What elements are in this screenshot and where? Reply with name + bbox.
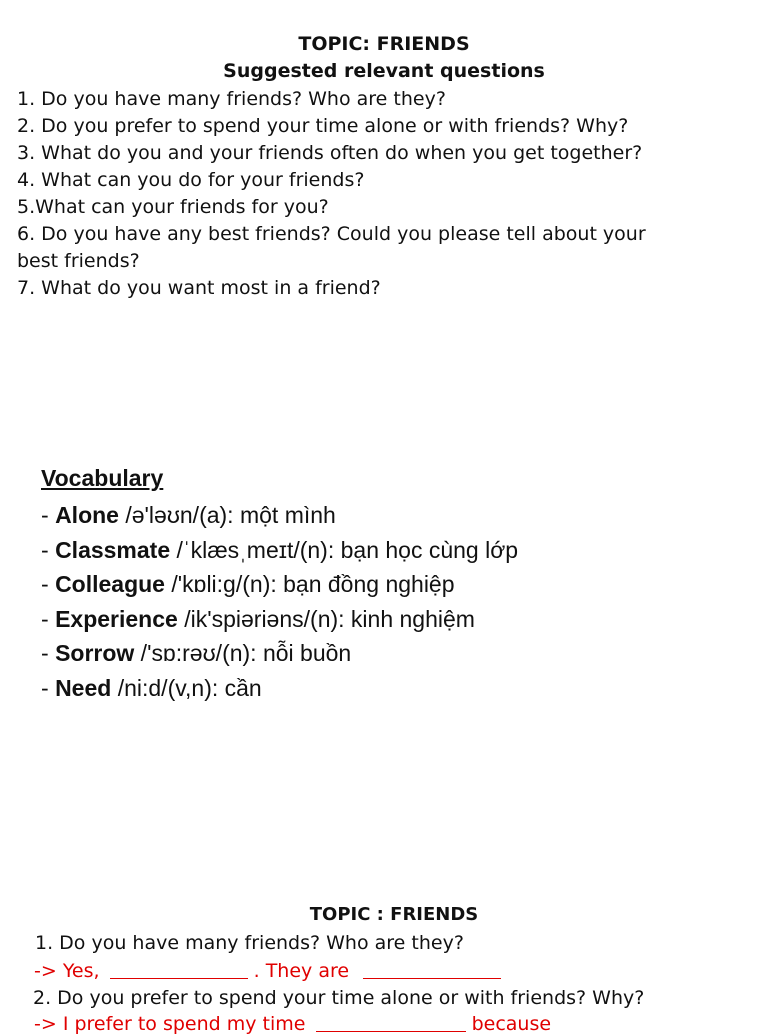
answer-2-mid: because <box>471 1013 552 1035</box>
topic-title: TOPIC: FRIENDS <box>298 33 470 55</box>
topic-title-2: TOPIC : FRIENDS <box>309 904 479 925</box>
vocab-item: - Sorrow /'sɒ:rəʊ/(n): nỗi buồn <box>41 640 352 666</box>
question-1: 1. Do you have many friends? Who are they? <box>17 88 446 110</box>
question-6-cont: best friends? <box>17 250 140 272</box>
vocab-item: - Colleague /'kɒli:g/(n): bạn đồng nghiệp <box>41 571 455 597</box>
question-3: 3. What do you and your friends often do when you get together? <box>17 142 643 164</box>
subtitle: Suggested relevant questions <box>223 60 545 82</box>
answer-1-prefix: -> Yes, <box>34 960 100 982</box>
answer-line-1 <box>34 960 501 982</box>
exercise-question-1: 1. Do you have many friends? Who are they? <box>35 932 464 954</box>
question-5: 5.What can your friends for you? <box>17 196 329 218</box>
answer-1-mid: . They are <box>253 960 350 982</box>
answer-blank[interactable] <box>316 1013 466 1032</box>
vocab-item: - Experience /ik'spiəriəns/(n): kinh nghiệm <box>41 605 475 632</box>
question-6: 6. Do you have any best friends? Could you please tell about your <box>17 223 646 245</box>
answer-blank[interactable] <box>110 960 248 979</box>
vocab-item: - Alone /ə'ləʊn/(a): một mình <box>41 502 336 528</box>
question-2: 2. Do you prefer to spend your time alone or with friends? Why? <box>17 115 629 137</box>
vocabulary-title: Vocabulary <box>41 465 164 491</box>
question-7: 7. What do you want most in a friend? <box>17 277 381 299</box>
question-4: 4. What can you do for your friends? <box>17 169 365 191</box>
vocab-item: - Classmate /ˈklæsˌmeɪt/(n): bạn học cùng lớp <box>41 536 519 563</box>
vocabulary-section <box>41 465 518 705</box>
answer-line-2 <box>34 1013 551 1035</box>
answer-2-prefix: -> I prefer to spend my time <box>34 1013 306 1035</box>
answer-blank[interactable] <box>363 960 501 979</box>
exercise-question-2: 2. Do you prefer to spend your time alone or with friends? Why? <box>33 987 645 1009</box>
vocab-item: - Need /ni:d/(v,n): cần <box>41 674 262 701</box>
